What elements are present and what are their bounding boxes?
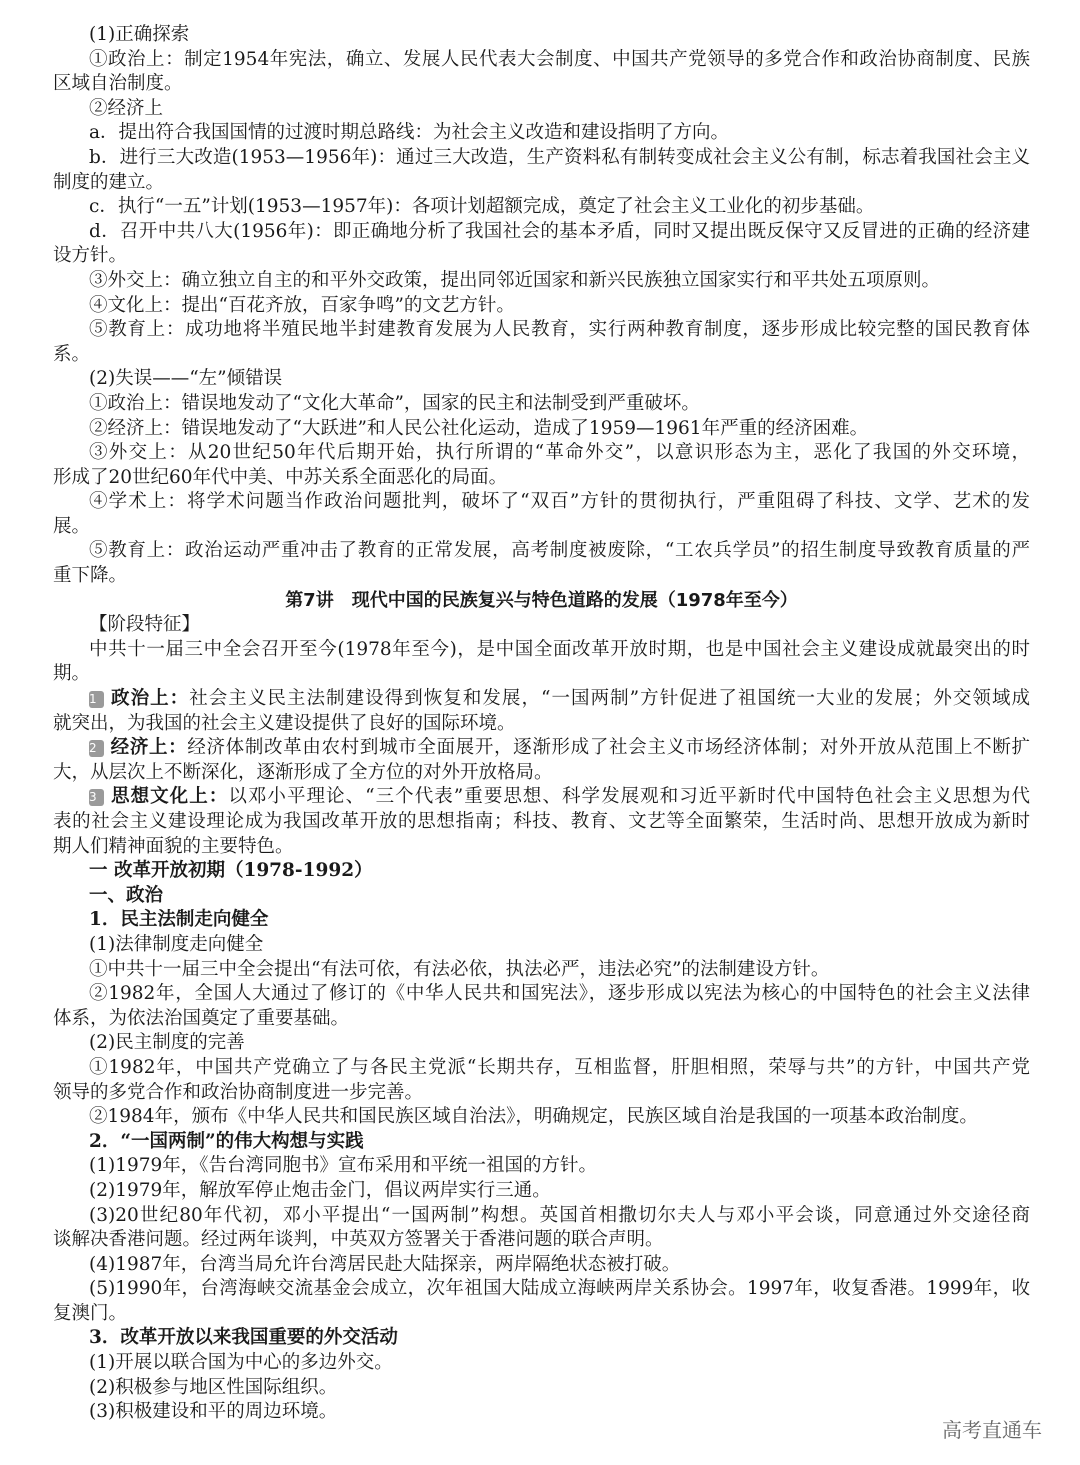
paragraph: [53, 539, 1030, 588]
text-line: 制度的建立。: [53, 171, 165, 193]
paragraph: [53, 1179, 1030, 1204]
paragraph: [53, 1376, 1030, 1401]
paragraph: [53, 1204, 1030, 1253]
text-line: (2)民主制度的完善: [89, 1032, 245, 1054]
text-line: ④学术上：将学术问题当作政治问题批判，破坏了“双百”方针的贯彻执行，严重阻碍了科技、文学、艺术的发: [89, 491, 1030, 513]
text-line: 中共十一届三中全会召开至今(1978年至今)，是中国全面改革开放时期，也是中国社会主义建设成就最突出的时: [89, 638, 1030, 660]
text-line: ①中共十一届三中全会提出“有法可依，有法必依，执法必严，违法必究”的法制建设方针。: [89, 958, 830, 980]
section-title: [53, 589, 1030, 614]
text-line: [53, 785, 1030, 810]
text-line: (1)1979年，《告台湾同胞书》宣布采用和平统一祖国的方针。: [89, 1155, 598, 1177]
number-badge: 1: [89, 691, 104, 708]
paragraph: [53, 1351, 1030, 1376]
text-line: 系。: [53, 343, 91, 365]
paragraph: [53, 1031, 1030, 1056]
feature-label: 政治上：: [110, 688, 190, 710]
text-line: ②经济上: [89, 97, 164, 119]
paragraph: [53, 417, 1030, 442]
paragraph: [53, 613, 1030, 638]
feature-item: [53, 736, 1030, 785]
paragraph: [53, 392, 1030, 417]
paragraph: [53, 1400, 1030, 1425]
text-line: (1)开展以联合国为中心的多边外交。: [89, 1352, 393, 1374]
text-line: ③外交上：确立独立自主的和平外交政策，提出同邻近国家和新兴民族独立国家实行和平共处五项原则。: [89, 269, 941, 291]
watermark: 高考直通车: [942, 1418, 1042, 1442]
text-line: 表的社会主义建设理论成为我国改革开放的思想指南；科技、教育、文艺等全面繁荣，生活时尚、思想开放成为新时: [53, 811, 1030, 832]
text-line: b．进行三大改造(1953—1956年)：通过三大改造，生产资料私有制转变成社会主义公有制，标志着我国社会主义: [89, 146, 1030, 168]
paragraph: [53, 1105, 1030, 1130]
text-line: 一 改革开放初期（1978-1992）: [89, 860, 373, 882]
paragraph: [53, 367, 1030, 392]
text-line: 2．“一国两制”的伟大构想与实践: [89, 1130, 364, 1152]
paragraph: [53, 220, 1030, 269]
number-badge: 2: [89, 740, 104, 757]
feature-label: 经济上：: [110, 737, 188, 759]
text-line: ③外交上：从20世纪50年代后期开始，执行所谓的“革命外交”，以意识形态为主，恶化了我国的外交环境，: [89, 442, 1030, 464]
paragraph: [53, 121, 1030, 146]
feature-item: [53, 687, 1030, 736]
text-line: (2)积极参与地区性国际组织。: [89, 1376, 338, 1398]
paragraph: [53, 1056, 1030, 1105]
text-line: [53, 687, 1030, 712]
text-line: ②1982年，全国人大通过了修订的《中华人民共和国宪法》，逐步形成以宪法为核心的中国特色的社会主义法律: [89, 983, 1030, 1005]
text-line: 展。: [53, 515, 91, 537]
paragraph: [53, 1253, 1030, 1278]
paragraph: [53, 1277, 1030, 1326]
text-line: 第7讲 现代中国的民族复兴与特色道路的发展（1978年至今）: [285, 589, 798, 611]
paragraph: [53, 23, 1030, 48]
text-line: 谈解决香港问题。经过两年谈判，中英双方签署关于香港问题的联合声明。: [53, 1229, 664, 1251]
document-body: [53, 23, 1030, 1425]
text-line: 体系，为依法治国奠定了重要基础。: [53, 1007, 350, 1029]
text-line: 大，从层次上不断深化，逐渐形成了全方位的对外开放格局。: [53, 761, 553, 783]
text-line: 【阶段特征】: [89, 614, 201, 636]
feature-text: 以邓小平理论、“三个代表”重要思想、科学发展观和习近平新时代中国特色社会主义思想为代: [228, 786, 1030, 808]
feature-item: [53, 785, 1030, 859]
text-line: 领导的多党合作和政治协商制度进一步完善。: [53, 1081, 424, 1103]
text-line: ①政治上：错误地发动了“文化大革命”，国家的民主和法制受到严重破坏。: [89, 392, 700, 414]
feature-text: 经济体制改革由农村到城市全面展开，逐渐形成了社会主义市场经济体制；对外开放从范围上不断扩: [187, 737, 1030, 759]
text-line: 1．民主法制走向健全: [89, 909, 269, 931]
text-line: ⑤教育上：成功地将半殖民地半封建教育发展为人民教育，实行两种教育制度，逐步形成比较完整的国民教育体: [89, 319, 1030, 341]
paragraph: [53, 982, 1030, 1031]
feature-text: 社会主义民主法制建设得到恢复和发展，“一国两制”方针促进了祖国统一大业的发展；外交领域成: [189, 688, 1030, 710]
paragraph: [53, 933, 1030, 958]
paragraph: [53, 48, 1030, 97]
text-line: ②经济上：错误地发动了“大跃进”和人民公社化运动，造成了1959—1961年严重的经济困难。: [89, 417, 869, 439]
text-line: (3)20世纪80年代初，邓小平提出“一国两制”构想。英国首相撒切尔夫人与邓小平会谈，同意通过外交途径商: [89, 1204, 1030, 1226]
section-heading: [53, 884, 1030, 909]
text-line: 形成了20世纪60年代中美、中苏关系全面恶化的局面。: [53, 466, 508, 488]
text-line: (1)正确探索: [89, 24, 190, 45]
text-line: (3)积极建设和平的周边环境。: [89, 1401, 338, 1423]
text-line: a．提出符合我国国情的过渡时期总路线：为社会主义改造和建设指明了方向。: [89, 122, 730, 144]
text-line: 期。: [53, 663, 91, 685]
text-line: 区域自治制度。: [53, 73, 183, 95]
section-heading: [53, 859, 1030, 884]
text-line: ②1984年，颁布《中华人民共和国民族区域自治法》，明确规定，民族区域自治是我国的一项基本政治制度。: [89, 1106, 978, 1128]
text-line: [53, 736, 1030, 761]
paragraph: [53, 294, 1030, 319]
number-badge: 3: [89, 789, 104, 806]
section-heading: [53, 1326, 1030, 1351]
text-line: 3．改革开放以来我国重要的外交活动: [89, 1327, 398, 1349]
text-line: (4)1987年，台湾当局允许台湾居民赴大陆探亲，两岸隔绝状态被打破。: [89, 1253, 681, 1275]
text-line: c．执行“一五”计划(1953—1957年)：各项计划超额完成，奠定了社会主义工业化的初步基础。: [89, 196, 875, 218]
paragraph: [53, 195, 1030, 220]
text-line: 重下降。: [53, 565, 128, 587]
paragraph: [53, 441, 1030, 490]
feature-label: 思想文化上：: [110, 786, 229, 808]
text-line: (2)1979年，解放军停止炮击金门，倡议两岸实行三通。: [89, 1179, 551, 1201]
paragraph: [53, 269, 1030, 294]
text-line: 一、政治: [89, 884, 164, 906]
text-line: (2)失误——“左”倾错误: [89, 368, 283, 390]
text-line: ①1982年，中国共产党确立了与各民主党派“长期共存，互相监督，肝胆相照，荣辱与共”的方针，中国共产党: [89, 1056, 1030, 1078]
text-line: ⑤教育上：政治运动严重冲击了教育的正常发展，高考制度被废除，“工农兵学员”的招生制度导致教育质量的严: [89, 540, 1030, 562]
text-line: d．召开中共八大(1956年)：即正确地分析了我国社会的基本矛盾，同时又提出既反保守又反冒进的正确的经济建: [89, 220, 1030, 242]
text-line: 就突出，为我国的社会主义建设提供了良好的国际环境。: [53, 712, 516, 734]
text-line: 期人们精神面貌的主要特色。: [53, 835, 294, 857]
text-line: 设方针。: [53, 245, 128, 267]
text-line: (5)1990年，台湾海峡交流基金会成立，次年祖国大陆成立海峡两岸关系协会。1997年，收复香港。1999年，收: [89, 1278, 1030, 1300]
text-line: 复澳门。: [53, 1302, 128, 1324]
paragraph: [53, 146, 1030, 195]
section-heading: [53, 908, 1030, 933]
paragraph: [53, 638, 1030, 687]
paragraph: [53, 490, 1030, 539]
paragraph: [53, 318, 1030, 367]
section-heading: [53, 1130, 1030, 1155]
paragraph: [53, 1154, 1030, 1179]
paragraph: [53, 958, 1030, 983]
text-line: ①政治上：制定1954年宪法，确立、发展人民代表大会制度、中国共产党领导的多党合作和政治协商制度、民族: [89, 48, 1030, 70]
text-line: ④文化上：提出“百花齐放，百家争鸣”的文艺方针。: [89, 294, 515, 316]
text-line: (1)法律制度走向健全: [89, 933, 264, 955]
paragraph: [53, 97, 1030, 122]
